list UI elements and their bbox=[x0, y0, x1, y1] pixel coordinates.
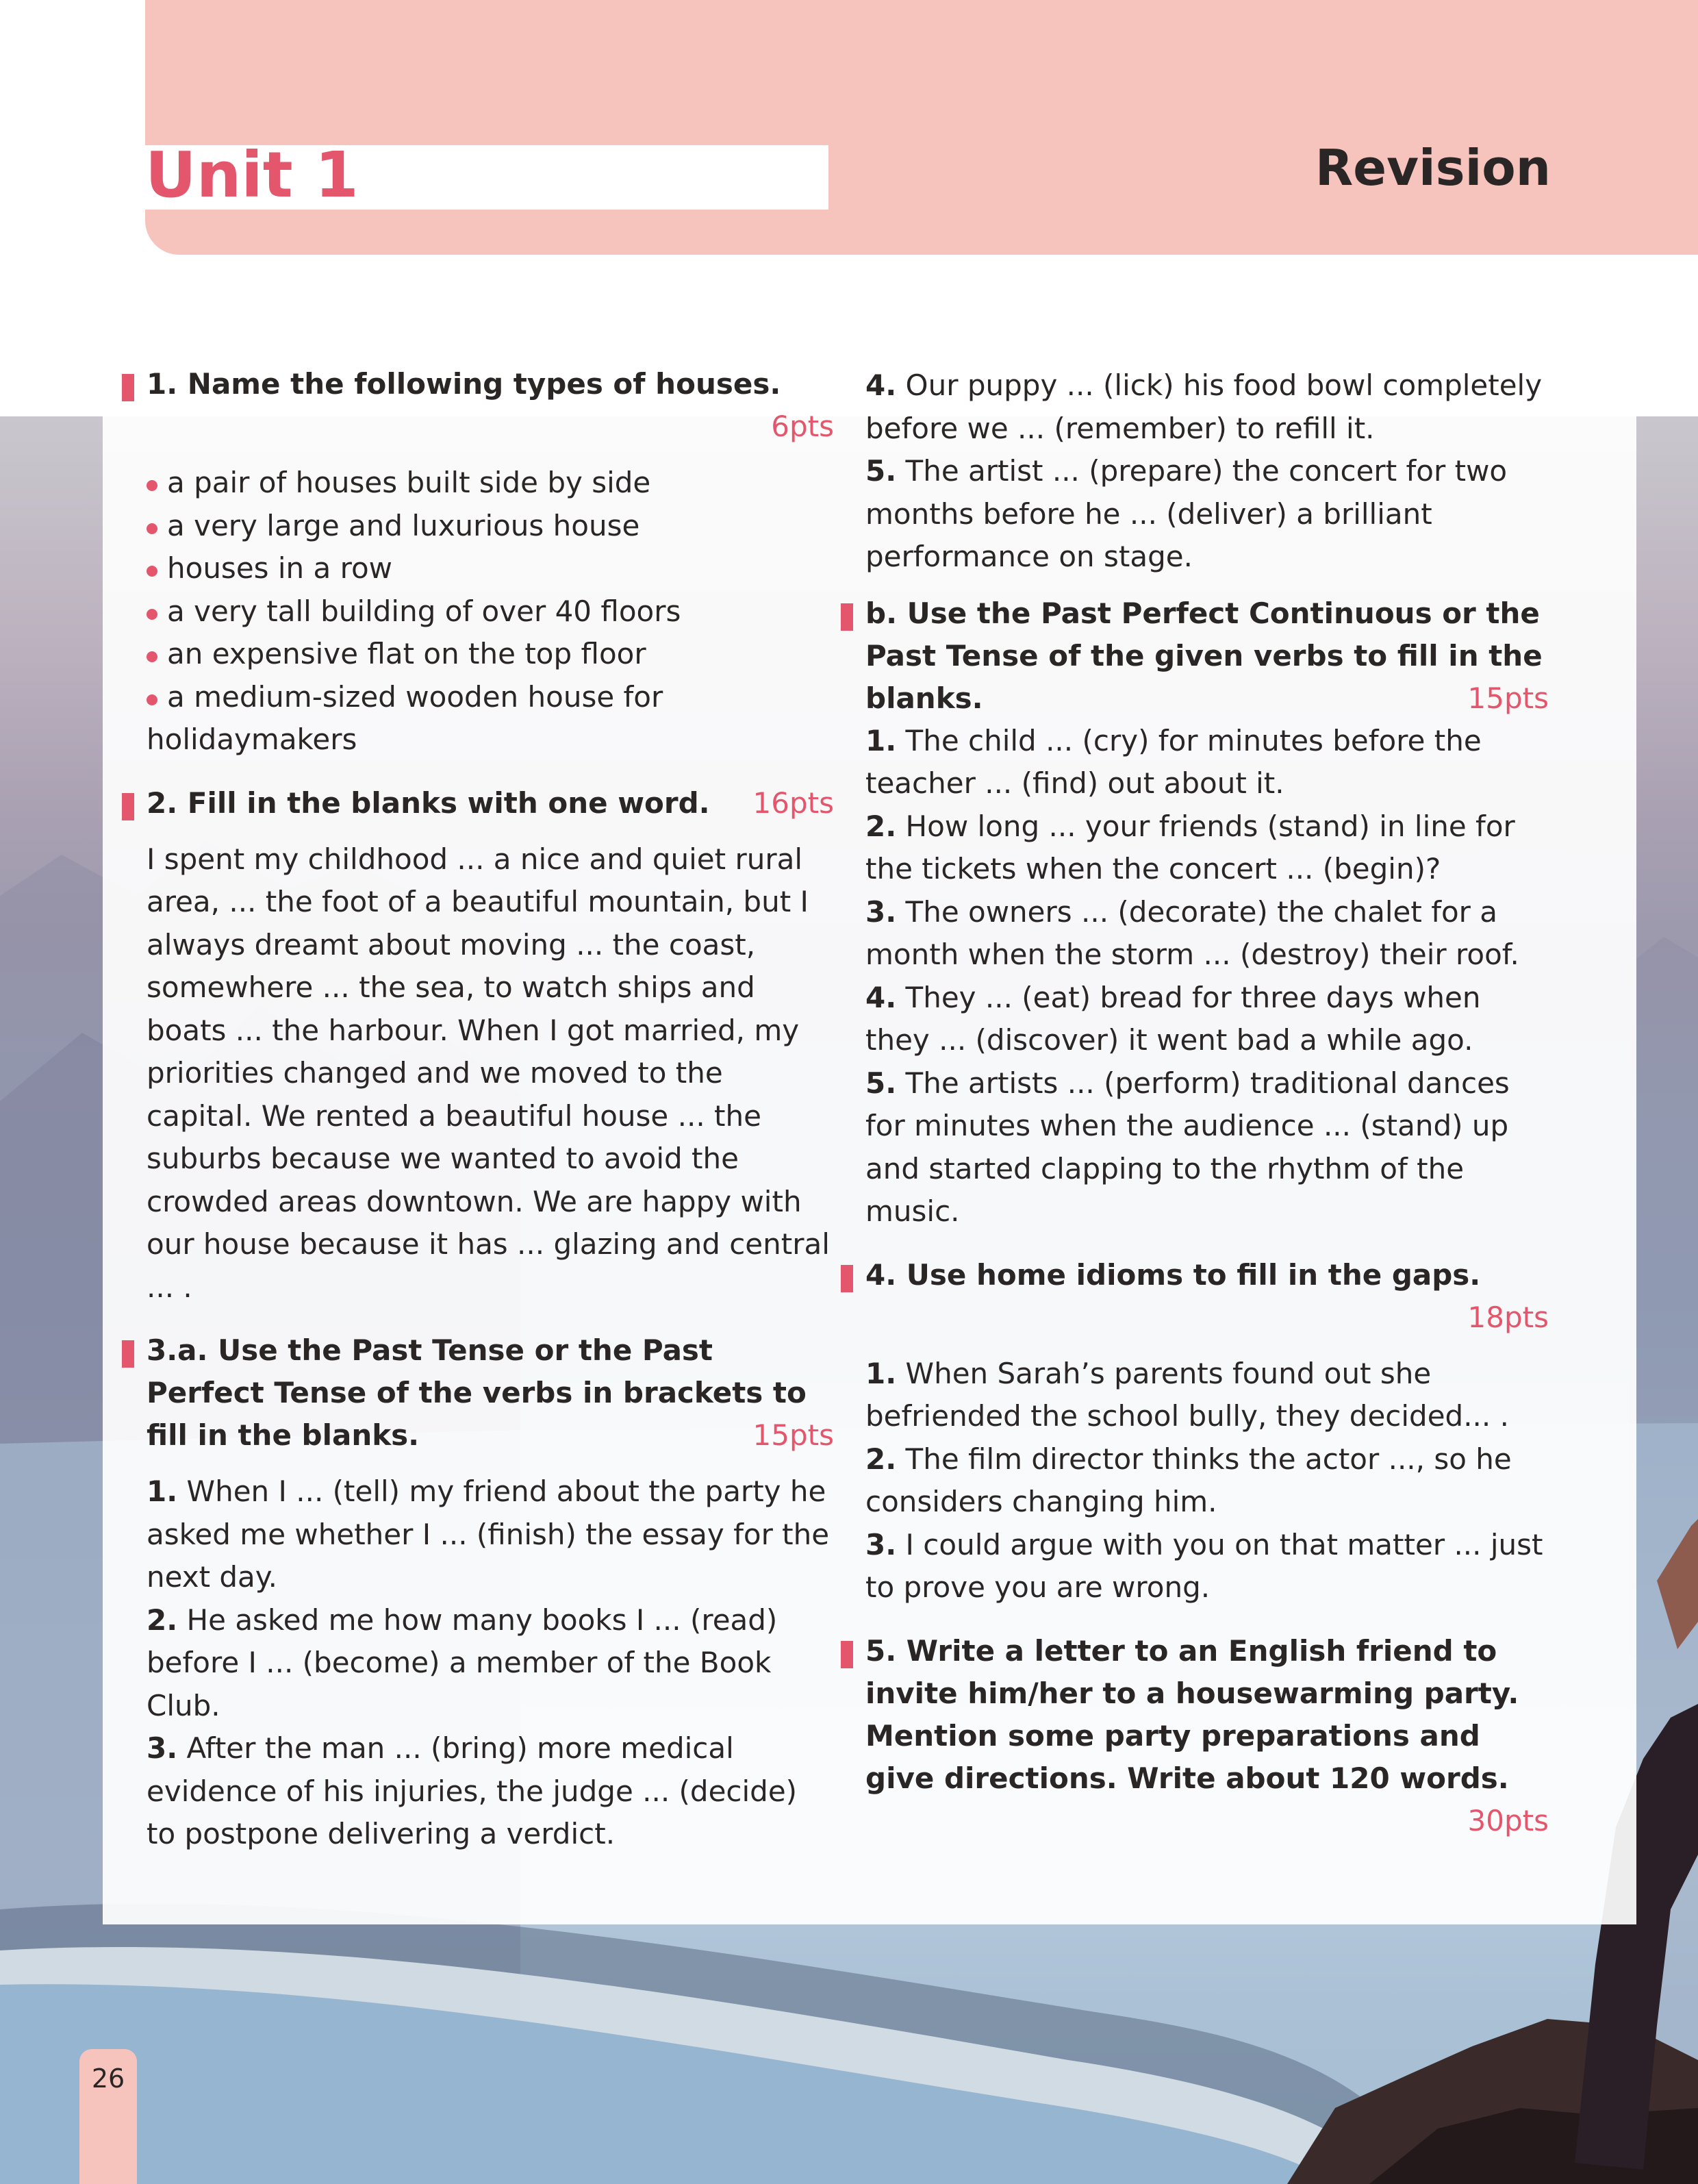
exercise-item: 3. I could argue with you on that matter ... just to prove you are wrong. bbox=[865, 1527, 1543, 1604]
header-band bbox=[145, 0, 1698, 255]
exercise-heading-text: 2. Fill in the blanks with one word. bbox=[147, 786, 710, 820]
exercise-1-points: 6pts bbox=[771, 410, 834, 443]
exercise-3b-heading bbox=[841, 592, 1549, 720]
exercise-2-heading bbox=[122, 782, 834, 825]
exercise-3b-points: 15pts bbox=[1467, 681, 1549, 715]
bullet-icon bbox=[147, 694, 157, 705]
exercise-item: 3. The owners ... (decorate) the chalet for a month when the storm ... (destroy) their roof. bbox=[865, 894, 1519, 971]
exercise-item: 4. They ... (eat) bread for three days when they ... (discover) it went bad a while ago. bbox=[865, 980, 1481, 1057]
exercise-4-points: 18pts bbox=[1467, 1300, 1549, 1334]
section-marker bbox=[122, 374, 134, 401]
page-number: 26 bbox=[91, 2063, 125, 2094]
bullet-icon bbox=[147, 566, 157, 577]
exercise-item: 1. The child ... (cry) for minutes before the teacher ... (find) out about it. bbox=[865, 723, 1482, 800]
exercise-2-points: 16pts bbox=[752, 786, 834, 820]
list-item: a very tall building of over 40 floors bbox=[147, 590, 834, 633]
exercise-item: 1. When I ... (tell) my friend about the party he asked me whether I ... (finish) the essay for the next day. bbox=[147, 1474, 830, 1594]
list-item: a pair of houses built side by side bbox=[147, 462, 834, 505]
exercise-item: 4. Our puppy ... (lick) his food bowl completely before we ... (remember) to refill it. bbox=[865, 368, 1543, 445]
exercise-heading-text: b. Use the Past Perfect Continuous or the Past Tense of the given verbs to fill in the blanks. bbox=[865, 596, 1543, 715]
exercise-5-points: 30pts bbox=[1467, 1803, 1549, 1837]
bullet-icon bbox=[147, 480, 157, 491]
section-marker bbox=[122, 1340, 134, 1368]
list-item-continuation: holidaymakers bbox=[147, 723, 357, 756]
exercise-1-heading bbox=[122, 363, 834, 405]
exercise-item: 5. The artist ... (prepare) the concert for two months before he ... (deliver) a brilliant performance on stage. bbox=[865, 454, 1508, 573]
exercise-heading-text: 1. Name the following types of houses. bbox=[147, 367, 781, 401]
list-item: a medium-sized wooden house for bbox=[147, 676, 834, 719]
exercise-heading-text: 4. Use home idioms to fill in the gaps. bbox=[865, 1257, 1481, 1292]
list-item: houses in a row bbox=[147, 547, 834, 590]
list-item: a very large and luxurious house bbox=[147, 505, 834, 548]
bullet-icon bbox=[147, 609, 157, 620]
exercise-5-heading bbox=[841, 1630, 1549, 1837]
bullet-icon bbox=[147, 651, 157, 662]
left-column bbox=[122, 363, 834, 1856]
unit-title: Unit 1 bbox=[145, 138, 359, 212]
section-title: Revision bbox=[1315, 139, 1551, 197]
exercise-4-heading bbox=[841, 1254, 1549, 1296]
exercise-heading-text: 5. Write a letter to an English friend to invite him/her to a housewarming party. Mention some party preparations and give directions. Write about 120 words. bbox=[865, 1633, 1519, 1795]
exercise-item: 2. The film director thinks the actor ..., so he considers changing him. bbox=[865, 1442, 1512, 1518]
exercise-heading-text: 3.a. Use the Past Tense or the Past Perfect Tense of the verbs in brackets to fill in the blanks. bbox=[147, 1333, 807, 1452]
bullet-icon bbox=[147, 523, 157, 534]
exercise-item: 5. The artists ... (perform) traditional dances for minutes when the audience ... (stand) up and started clapping to the rhythm of the music. bbox=[865, 1066, 1510, 1228]
exercise-3a-points: 15pts bbox=[752, 1418, 834, 1452]
exercise-item: 2. How long ... your friends (stand) in line for the tickets when the concert ... (begin)? bbox=[865, 809, 1515, 886]
section-marker bbox=[841, 1641, 853, 1668]
exercise-item: 2. He asked me how many books I ... (read) before I ... (become) a member of the Book Club. bbox=[147, 1603, 778, 1722]
exercise-item: 1. When Sarah’s parents found out she befriended the school bully, they decided... . bbox=[865, 1356, 1509, 1433]
exercise-1-list bbox=[122, 462, 834, 762]
section-marker bbox=[841, 603, 853, 631]
exercise-item: 3. After the man ... (bring) more medical evidence of his injuries, the judge ... (decide) to postpone delivering a verdict. bbox=[147, 1731, 798, 1850]
section-marker bbox=[122, 793, 134, 820]
right-column bbox=[841, 364, 1549, 1842]
list-item: an expensive flat on the top floor bbox=[147, 633, 834, 676]
exercise-3a-heading bbox=[122, 1329, 834, 1457]
section-marker bbox=[841, 1265, 853, 1292]
exercise-2-paragraph: I spent my childhood ... a nice and quiet rural area, ... the foot of a beautiful mountain, but I always dreamt about moving ... the coast, somewhere ... the sea, to watch ships and boats ... the harbour. When I got married, my priorities changed and we moved to the capital. We rented a beautiful house ... the suburbs because we wanted to avoid the crowded areas downtown. We are happy with our house because it has ... glazing and central ... . bbox=[147, 842, 830, 1304]
